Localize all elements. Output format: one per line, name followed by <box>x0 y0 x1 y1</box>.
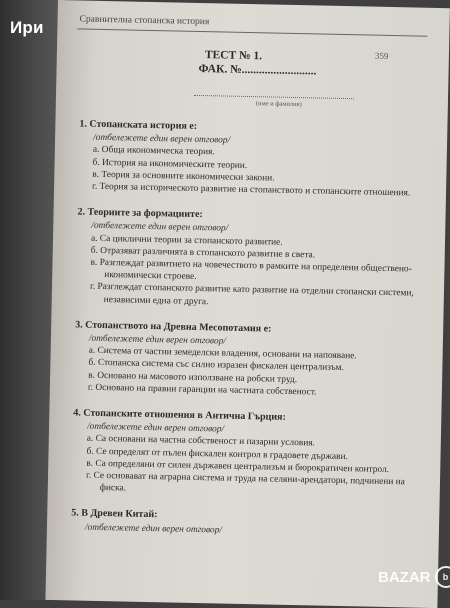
name-field-line <box>194 95 354 99</box>
answer-option: а. Са циклични теории за стопанското развитие. <box>91 232 422 251</box>
page-number: 359 <box>375 51 389 61</box>
header-rule <box>77 28 427 36</box>
questions-list <box>71 118 425 554</box>
answer-option: в. Са определяни от силен държавен централизъм и бюрократичен контрол. <box>86 458 417 477</box>
answer-option: г. Основано на правни гаранции на частната собственост. <box>88 382 419 401</box>
question-instruction: /отбележете един верен отговор/ <box>91 220 422 239</box>
book-page <box>45 0 449 608</box>
question-title: 1. Стопанската история е: <box>79 118 424 137</box>
answer-option: г. Разглеждат стопанското развитие като развитие на отделни стопански системи, независими една от друга. <box>90 281 421 312</box>
question-5 <box>71 508 416 541</box>
question-title: 5. В Древен Китай: <box>71 508 416 527</box>
answer-option: а. Обща икономическа теория. <box>93 144 424 163</box>
answer-option: б. Се определят от пълен фискален контрол в градовете държави. <box>86 445 417 464</box>
answer-option: б. Отразяват различията в стопанското развитие в света. <box>91 245 422 264</box>
question-title: 4. Стопанските отношения в Антична Гърция: <box>73 407 418 426</box>
name-caption: (име и фамилия) <box>256 100 302 108</box>
question-1 <box>78 118 424 199</box>
question-instruction: /отбележете един верен отговор/ <box>89 333 420 352</box>
site-watermark-text: BAZAR <box>378 569 431 586</box>
question-instruction: /отбележете един верен отговор/ <box>85 521 416 540</box>
answer-option: г. Теория за историческото развитие на стопанството и стопанските отношения. <box>92 181 423 200</box>
answer-option: в. Теория за основните икономически закони. <box>92 169 423 188</box>
answer-option: б. Стопанска система със силно изразен фискален централизъм. <box>88 357 419 376</box>
site-badge-icon: b <box>435 566 450 588</box>
question-3 <box>74 319 420 400</box>
running-head: Сравнителна стопанска история <box>79 14 209 27</box>
question-2 <box>76 207 423 313</box>
question-4 <box>72 407 419 501</box>
answer-option: б. История на икономическите теории. <box>92 156 423 175</box>
answer-option: а. Система от частни земеделски владения, основани на напояване. <box>89 345 420 364</box>
test-title: ТЕСТ № 1. <box>205 49 262 62</box>
question-title: 2. Теориите за формациите: <box>77 207 422 226</box>
answer-option: г. Се основават на аграрна система и труда на селяни-арендатори, подчинени на фиска. <box>86 470 417 501</box>
site-watermark-logo <box>378 566 450 588</box>
seller-watermark: Ири <box>10 18 44 38</box>
question-title: 3. Стопанството на Древна Месопотамия е: <box>75 319 420 338</box>
question-instruction: /отбележете един верен отговор/ <box>93 132 424 151</box>
answer-option: а. Са основани на частна собственост и пазарни условия. <box>87 433 418 452</box>
faculty-number-line: ФАК. №.......................... <box>198 63 316 77</box>
question-instruction: /отбележете един верен отговор/ <box>87 421 418 440</box>
answer-option: в. Основано на масовото използване на робски труд. <box>88 369 419 388</box>
answer-option: в. Разглеждат развитието на човечеството в рамките на определени обществено-икономически строеве. <box>90 257 421 288</box>
